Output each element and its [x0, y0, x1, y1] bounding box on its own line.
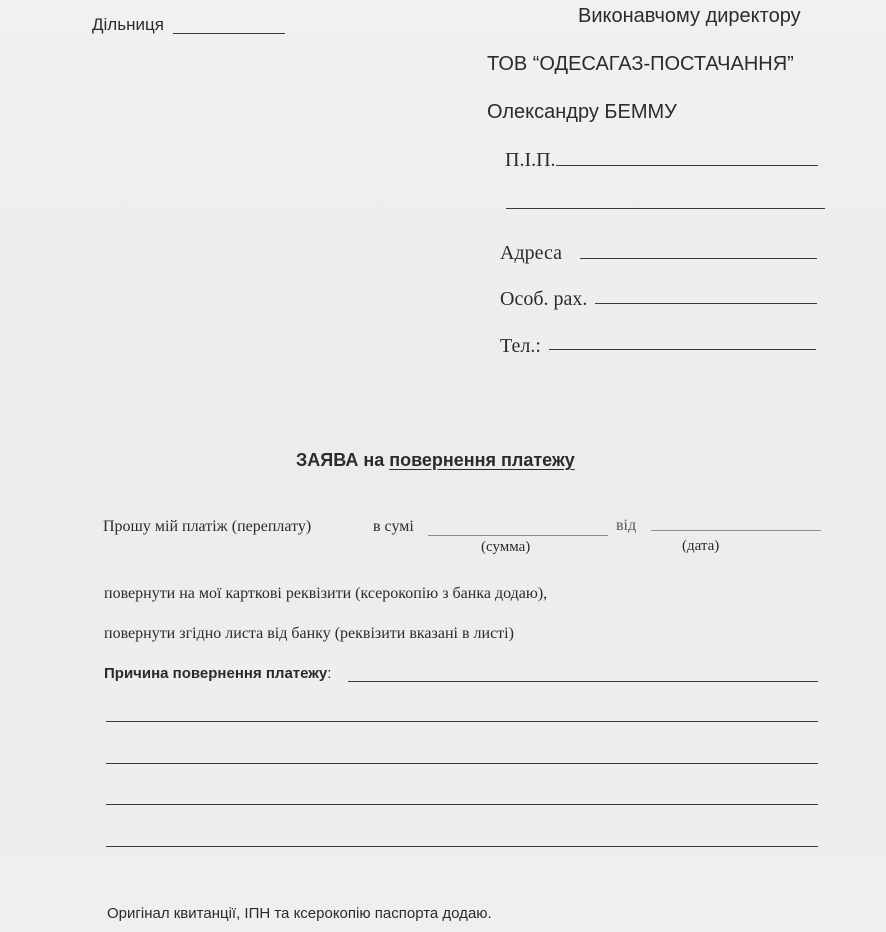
reason-label	[104, 666, 331, 681]
request-text: Прошу мій платіж (переплату)	[103, 518, 312, 535]
date-field-line	[651, 530, 821, 531]
address-label: Адреса	[500, 242, 562, 264]
address-field-line	[580, 258, 817, 259]
name-field-line	[556, 165, 818, 166]
amount-caption: (сумма)	[481, 539, 531, 555]
name-label: П.І.П.	[505, 149, 556, 171]
amount-field-line	[428, 535, 608, 536]
addressee-name: Олександру БЕММУ	[487, 101, 677, 123]
date-caption: (дата)	[682, 538, 720, 554]
reason-colon: :	[327, 665, 332, 682]
title-prefix: ЗАЯВА на	[296, 450, 390, 470]
phone-label: Тел.:	[500, 335, 541, 357]
district-field-line	[173, 33, 285, 34]
reason-line-2	[106, 721, 818, 722]
title-emphasis: повернення платежу	[389, 450, 575, 470]
option-bank-letter: повернути згідно листа від банку (реквізити вказані в листі)	[104, 625, 514, 642]
reason-line-3	[106, 763, 818, 764]
addressee-position: Виконавчому директору	[578, 5, 801, 27]
reason-line-5	[106, 846, 818, 847]
account-label: Особ. рах.	[500, 288, 588, 310]
phone-field-line	[549, 349, 816, 350]
reason-label-text: Причина повернення платежу	[104, 665, 328, 682]
document-title	[296, 451, 575, 469]
addressee-company: ТОВ “ОДЕСАГАЗ-ПОСТАЧАННЯ”	[487, 53, 794, 75]
account-field-line	[595, 303, 817, 304]
reason-line-4	[106, 804, 818, 805]
name-field-line-2	[506, 208, 825, 209]
reason-field-line	[348, 681, 818, 682]
district-label: Дільниця	[92, 15, 164, 34]
option-card-details: повернути на мої карткові реквізити (ксерокопію з банка додаю),	[104, 585, 548, 602]
attachments-note: Оригінал квитанції, ІПН та ксерокопію паспорта додаю.	[107, 905, 492, 922]
date-prefix: від	[616, 517, 637, 534]
amount-prefix: в сумі	[373, 518, 414, 535]
